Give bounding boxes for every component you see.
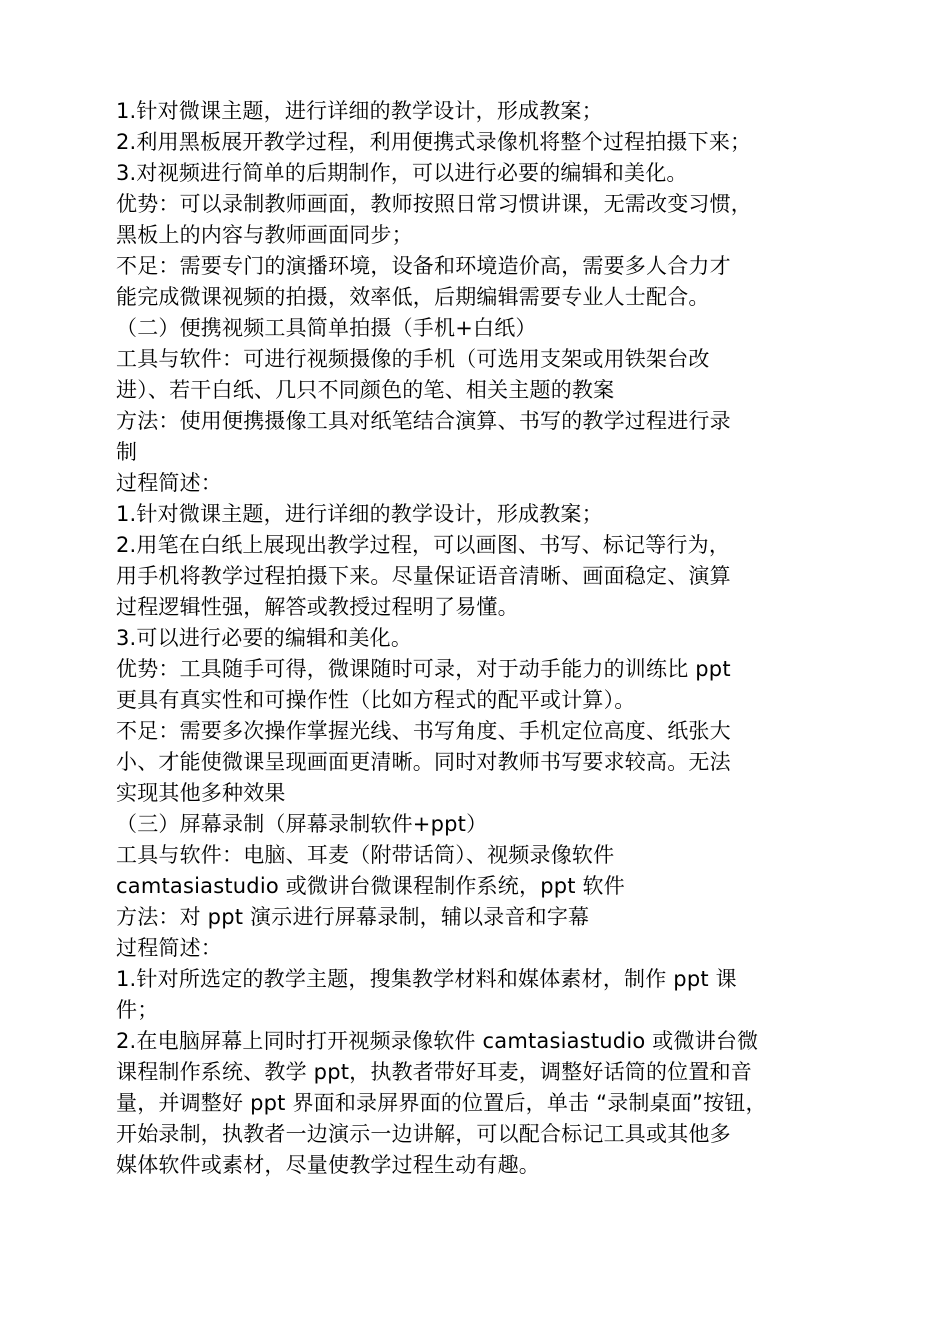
text-line: 实现其他多种效果 [116, 781, 286, 805]
text-line: 过程逻辑性强，解答或教授过程明了易懂。 [116, 595, 519, 619]
text-line: 1.针对所选定的教学主题，搜集教学材料和媒体素材，制作 ppt 课 [116, 967, 737, 991]
text-line: 优势：可以录制教师画面，教师按照日常习惯讲课，无需改变习惯， [116, 192, 752, 216]
text-line: camtasiastudio 或微讲台微课程制作系统，ppt 软件 [116, 874, 625, 898]
text-line: 2.在电脑屏幕上同时打开视频录像软件 camtasiastudio 或微讲台微 [116, 1029, 759, 1053]
text-line: 不足：需要多次操作掌握光线、书写角度、手机定位高度、纸张大 [116, 719, 731, 743]
text-line: 媒体软件或素材，尽量使教学过程生动有趣。 [116, 1153, 540, 1177]
text-line: 方法：使用便携摄像工具对纸笔结合演算、书写的教学过程进行录 [116, 409, 731, 433]
document-body [116, 96, 836, 1181]
text-line: 工具与软件：可进行视频摄像的手机（可选用支架或用铁架台改 [116, 347, 710, 371]
text-line: 进）、若干白纸、几只不同颜色的笔、相关主题的教案 [116, 378, 615, 402]
text-line: 3.对视频进行简单的后期制作，可以进行必要的编辑和美化。 [116, 161, 688, 185]
text-line: 用手机将教学过程拍摄下来。尽量保证语音清晰、画面稳定、演算 [116, 564, 731, 588]
text-line: 过程简述： [116, 471, 222, 495]
text-line: 开始录制，执教者一边演示一边讲解，可以配合标记工具或其他多 [116, 1122, 731, 1146]
text-line: （二）便携视频工具简单拍摄（手机+白纸） [116, 316, 537, 340]
text-line: 制 [116, 440, 138, 464]
text-line: 能完成微课视频的拍摄，效率低，后期编辑需要专业人士配合。 [116, 285, 710, 309]
text-line: 方法：对 ppt 演示进行屏幕录制，辅以录音和字幕 [116, 905, 590, 929]
text-line: （三）屏幕录制（屏幕录制软件+ppt） [116, 812, 488, 836]
text-line: 件； [116, 998, 159, 1022]
text-line: 课程制作系统、教学 ppt，执教者带好耳麦，调整好话筒的位置和音 [116, 1060, 752, 1084]
text-line: 小、才能使微课呈现画面更清晰。同时对教师书写要求较高。无法 [116, 750, 731, 774]
text-line: 3.可以进行必要的编辑和美化。 [116, 626, 413, 650]
text-line: 过程简述： [116, 936, 222, 960]
text-line: 优势：工具随手可得，微课随时可录，对于动手能力的训练比 ppt [116, 657, 731, 681]
text-line: 1.针对微课主题，进行详细的教学设计，形成教案； [116, 502, 603, 526]
text-line: 黑板上的内容与教师画面同步； [116, 223, 413, 247]
text-line: 1.针对微课主题，进行详细的教学设计，形成教案； [116, 99, 603, 123]
text-line: 更具有真实性和可操作性（比如方程式的配平或计算）。 [116, 688, 636, 712]
text-line: 2.用笔在白纸上展现出教学过程，可以画图、书写、标记等行为， [116, 533, 731, 557]
text-line: 不足：需要专门的演播环境，设备和环境造价高，需要多人合力才 [116, 254, 731, 278]
text-line: 2.利用黑板展开教学过程，利用便携式录像机将整个过程拍摄下来； [116, 130, 752, 154]
text-line: 量，并调整好 ppt 界面和录屏界面的位置后，单击 “录制桌面”按钮， [116, 1091, 767, 1115]
text-line: 工具与软件：电脑、耳麦（附带话筒）、视频录像软件 [116, 843, 615, 867]
